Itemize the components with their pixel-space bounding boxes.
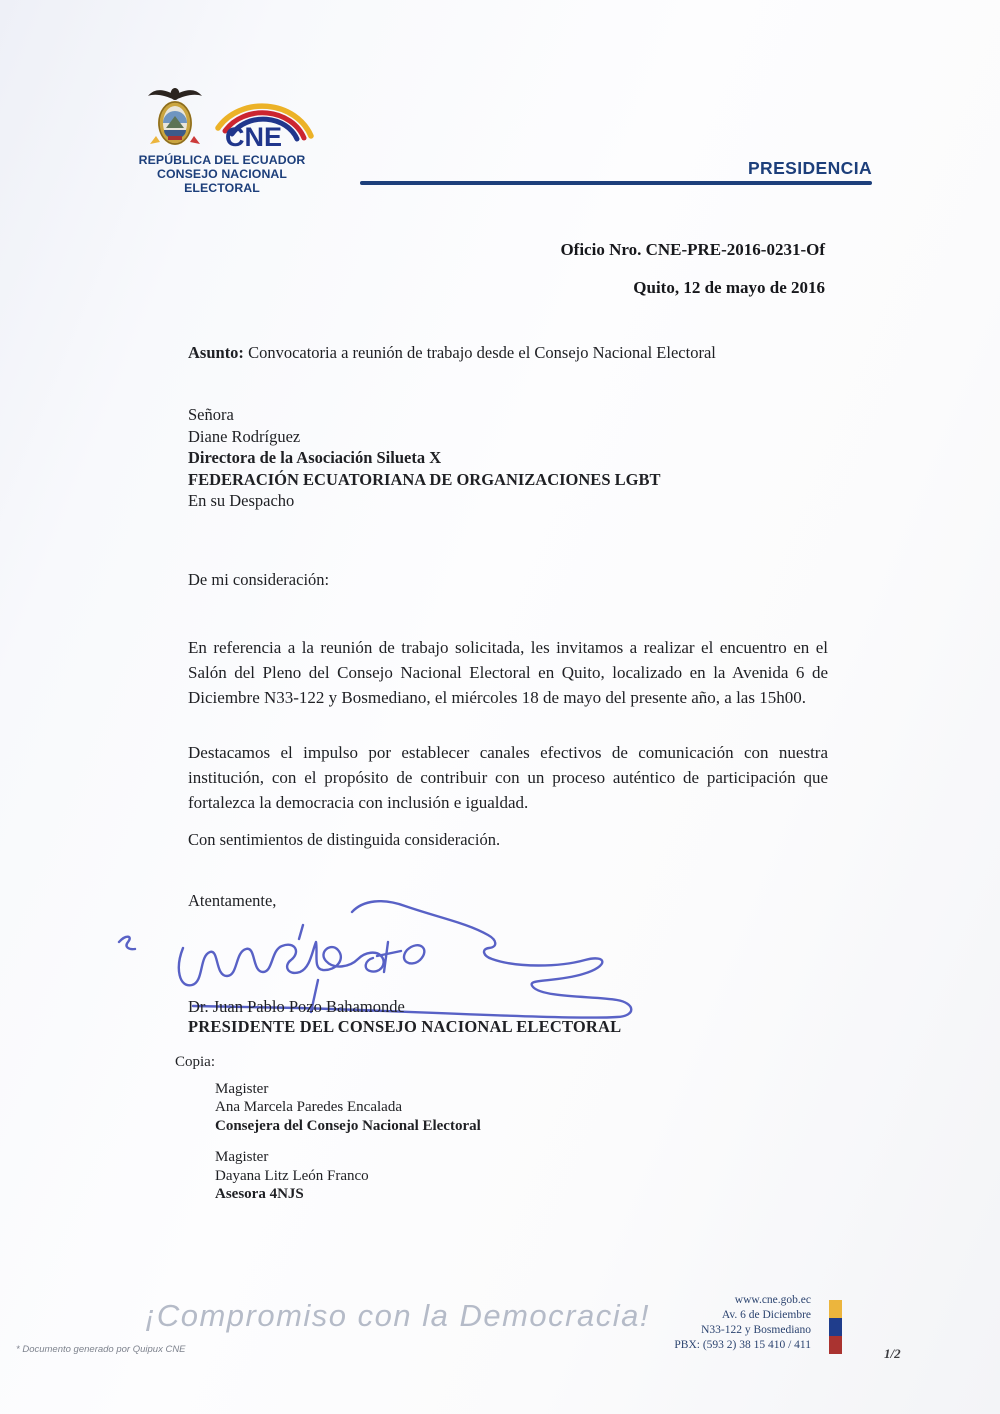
flag-blue-segment bbox=[829, 1318, 842, 1336]
recipient-location: En su Despacho bbox=[188, 491, 295, 510]
signer-title: PRESIDENTE DEL CONSEJO NACIONAL ELECTORAL bbox=[188, 1017, 622, 1036]
header-rule bbox=[360, 181, 872, 185]
cne-logo bbox=[122, 84, 322, 195]
subject-label: Asunto: bbox=[188, 343, 244, 362]
copy-name: Ana Marcela Paredes Encalada bbox=[215, 1099, 402, 1115]
copies-block bbox=[175, 1053, 481, 1204]
recipient-organization: FEDERACIÓN ECUATORIANA DE ORGANIZACIONES LGBT bbox=[188, 469, 661, 489]
subject-text: Convocatoria a reunión de trabajo desde el Consejo Nacional Electoral bbox=[248, 343, 716, 362]
footer-website: www.cne.gob.ec bbox=[734, 1294, 811, 1306]
cne-wordmark-icon bbox=[212, 86, 316, 150]
footer-phone: PBX: (593 2) 38 15 410 / 411 bbox=[674, 1339, 811, 1351]
closing-sentence: Con sentimientos de distinguida consideración. bbox=[188, 830, 501, 849]
body-paragraph-2: Destacamos el impulso por establecer canales efectivos de comunicación con nuestra institución, con el propósito de contribuir con un proceso auténtico de participación que fortalezca la democracia con inclusión e igualdad. bbox=[188, 743, 828, 812]
logo-org-line: CONSEJO NACIONAL ELECTORAL bbox=[156, 167, 288, 195]
flag-yellow-segment bbox=[829, 1300, 842, 1318]
copy-role: Asesora 4NJS bbox=[215, 1186, 304, 1202]
dateline: Quito, 12 de mayo de 2016 bbox=[633, 278, 825, 297]
recipient-salutation: Señora bbox=[188, 405, 234, 424]
footer-contact-block bbox=[674, 1293, 811, 1353]
copy-entry bbox=[215, 1148, 481, 1204]
greeting: De mi consideración: bbox=[188, 570, 330, 589]
signoff: Atentamente, bbox=[188, 891, 277, 910]
signer-name: Dr. Juan Pablo Pozo Bahamonde bbox=[188, 997, 405, 1016]
cne-logo-art bbox=[122, 84, 322, 150]
subject-line bbox=[188, 343, 868, 363]
recipient-title: Directora de la Asociación Silueta X bbox=[188, 448, 442, 467]
body-paragraph-1: En referencia a la reunión de trabajo solicitada, les invitamos a realizar el encuentro en el Salón del Pleno del Consejo Nacional Electoral en Quito, localizado en la Avenida 6 de Diciembre N33-122 y Bosmediano, el miércoles 18 de mayo del presente año, a las 15h00. bbox=[188, 638, 828, 707]
department-title: PRESIDENCIA bbox=[747, 158, 872, 178]
cne-acronym: CNE bbox=[225, 122, 283, 150]
page-number: 1/2 bbox=[884, 1346, 901, 1361]
generated-by-note: * Documento generado por Quipux CNE bbox=[16, 1344, 186, 1355]
recipient-block bbox=[188, 404, 660, 512]
footer-slogan: ¡Compromiso con la Democracia! bbox=[145, 1298, 650, 1333]
flag-red-segment bbox=[829, 1336, 842, 1354]
copy-degree: Magister bbox=[215, 1080, 269, 1097]
copy-entry bbox=[215, 1080, 481, 1136]
footer-address-2: N33-122 y Bosmediano bbox=[701, 1324, 811, 1336]
copy-role: Consejera del Consejo Nacional Electoral bbox=[215, 1117, 481, 1134]
copies-label: Copia: bbox=[175, 1054, 215, 1070]
recipient-name: Diane Rodríguez bbox=[188, 426, 301, 446]
logo-country-line: REPÚBLICA DEL ECUADOR bbox=[138, 153, 306, 167]
footer-address-1: Av. 6 de Diciembre bbox=[721, 1309, 811, 1321]
oficio-reference: Oficio Nro. CNE-PRE-2016-0231-Of bbox=[560, 240, 825, 259]
ecuador-flag-bar-icon bbox=[829, 1300, 842, 1354]
copy-degree: Magister bbox=[215, 1149, 269, 1165]
ecuador-coat-of-arms-icon bbox=[144, 84, 206, 150]
copy-name: Dayana Litz León Franco bbox=[215, 1167, 369, 1184]
